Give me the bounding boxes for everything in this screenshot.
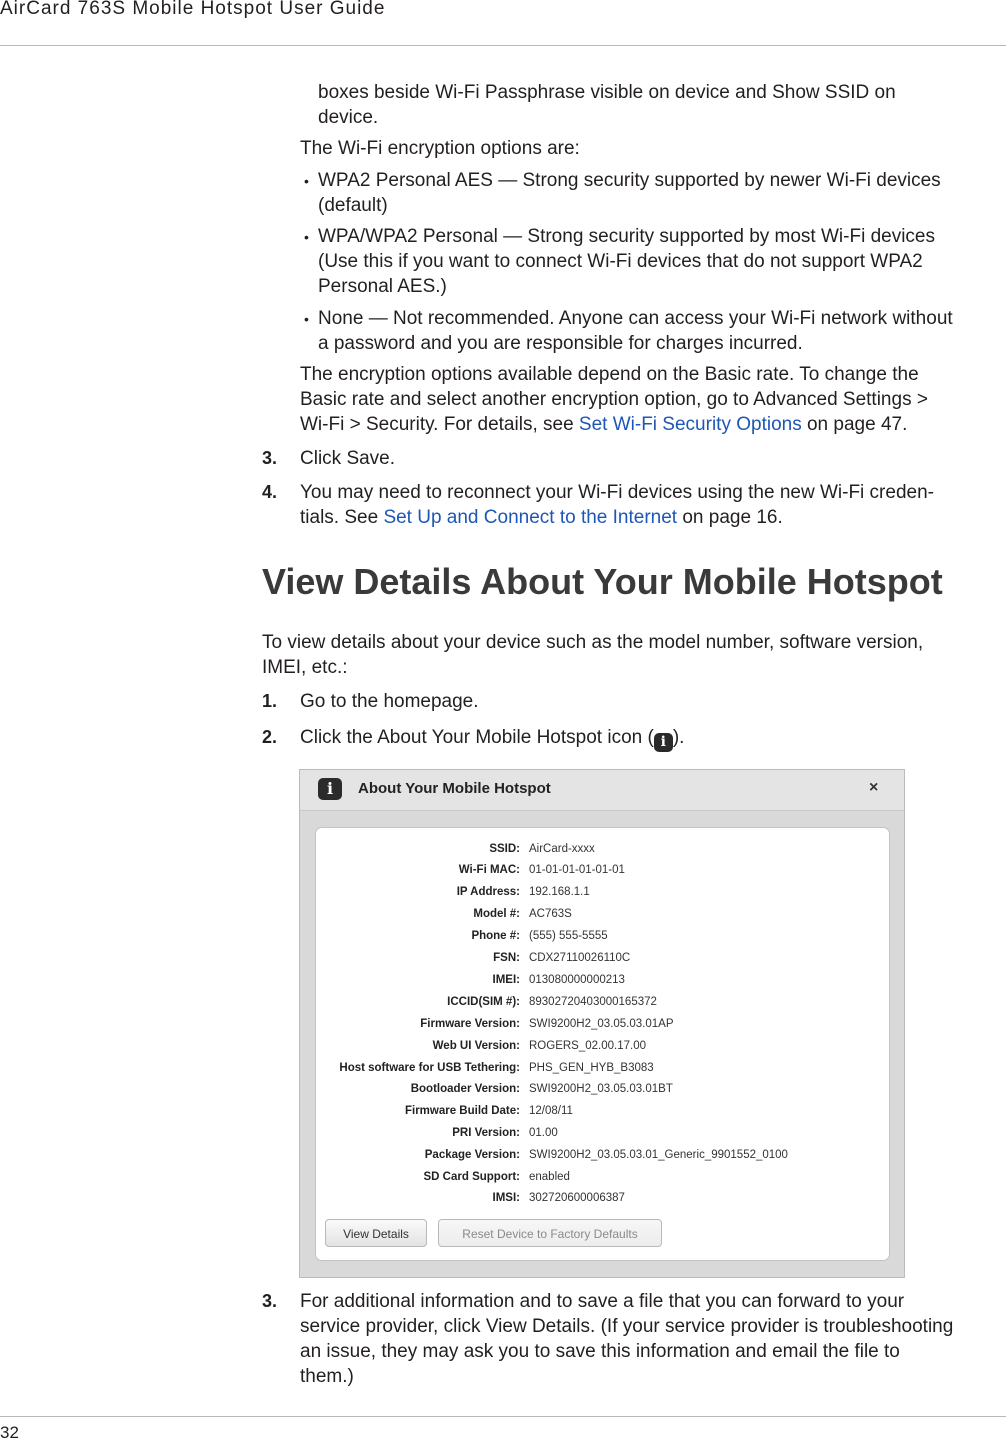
detail-value: 01.00	[529, 1127, 558, 1139]
detail-value: SWI9200H2_03.05.03.01AP	[529, 1018, 674, 1030]
page-number: 32	[0, 1423, 19, 1442]
detail-row	[316, 952, 889, 972]
detail-row	[316, 1192, 889, 1212]
continuation-line-1: boxes beside Wi-Fi Passphrase visible on device and Show SSID on	[318, 82, 896, 103]
detail-label: IP Address:	[456, 886, 520, 898]
detail-row	[316, 908, 889, 928]
info-icon: i	[318, 778, 342, 800]
detail-row	[316, 886, 889, 906]
detail-row	[316, 864, 889, 884]
detail-value: 302720600006387	[529, 1192, 625, 1204]
step-3-line-3: an issue, they may ask you to save this information and email the file to	[300, 1341, 900, 1362]
detail-value: (555) 555-5555	[529, 930, 608, 942]
step-text: tials. See	[300, 507, 384, 528]
step-1-text: Go to the homepage.	[300, 691, 479, 712]
step-4-line-1: You may need to reconnect your Wi-Fi devices using the new Wi-Fi creden-	[300, 482, 934, 503]
detail-label: Host software for USB Tethering:	[339, 1062, 520, 1074]
info-icon: i	[654, 733, 673, 752]
detail-label: Wi-Fi MAC:	[458, 864, 520, 876]
section-heading: View Details About Your Mobile Hotspot	[262, 561, 943, 602]
note-text: Wi-Fi > Security. For details, see	[300, 414, 579, 435]
detail-row	[316, 1062, 889, 1082]
detail-row	[316, 974, 889, 994]
step-number: 4.	[262, 482, 278, 502]
step-number: 3.	[262, 448, 278, 468]
detail-value: SWI9200H2_03.05.03.01_Generic_9901552_0100	[529, 1149, 788, 1161]
bullet-mark: •	[304, 311, 309, 327]
bullet-2-line-2: (Use this if you want to connect Wi-Fi devices that do not support WPA2	[318, 251, 923, 272]
detail-row	[316, 1018, 889, 1038]
detail-value: 01-01-01-01-01-01	[529, 864, 625, 876]
running-head: AirCard 763S Mobile Hotspot User Guide	[0, 0, 386, 19]
bullet-mark: •	[304, 173, 309, 189]
bullet-2-line-1: WPA/WPA2 Personal — Strong security supported by most Wi-Fi devices	[318, 226, 935, 247]
detail-label: Firmware Build Date:	[404, 1105, 520, 1117]
detail-value: 12/08/11	[529, 1105, 573, 1117]
encryption-intro: The Wi-Fi encryption options are:	[300, 138, 580, 159]
detail-label: IMSI:	[492, 1192, 520, 1204]
link-set-up-and-connect[interactable]: Set Up and Connect to the Internet	[383, 507, 678, 528]
detail-value: ROGERS_02.00.17.00	[529, 1040, 646, 1052]
header-rule	[0, 45, 1006, 46]
step-text: ).	[672, 727, 685, 748]
detail-row	[316, 1105, 889, 1125]
bullet-mark: •	[304, 229, 309, 245]
dialog-header	[300, 770, 904, 811]
detail-row	[316, 1040, 889, 1060]
close-icon[interactable]: ×	[869, 779, 879, 796]
step-3-line-4: them.)	[300, 1366, 354, 1387]
detail-row	[316, 930, 889, 950]
encryption-note-line-1: The encryption options available depend on the Basic rate. To change the	[300, 364, 919, 385]
detail-value: 013080000000213	[529, 974, 625, 986]
step-number: 2.	[262, 727, 278, 747]
step-2-text	[300, 725, 684, 752]
detail-row	[316, 1149, 889, 1169]
note-text: on page 47.	[801, 414, 908, 435]
detail-row	[316, 1171, 889, 1191]
dialog-title: About Your Mobile Hotspot	[358, 780, 551, 797]
detail-value: enabled	[529, 1171, 570, 1183]
detail-row	[316, 1127, 889, 1147]
bullet-3-line-2: a password and you are responsible for charges incurred.	[318, 333, 803, 354]
detail-value: AirCard-xxxx	[529, 843, 595, 855]
dialog-details-panel	[315, 827, 890, 1261]
detail-value: PHS_GEN_HYB_B3083	[529, 1062, 654, 1074]
detail-label: SD Card Support:	[423, 1171, 520, 1183]
detail-value: 89302720403000165372	[529, 996, 657, 1008]
encryption-note-line-2: Basic rate and select another encryption option, go to Advanced Settings >	[300, 389, 928, 410]
about-hotspot-dialog	[299, 769, 905, 1278]
detail-row	[316, 996, 889, 1016]
section-intro-line-2: IMEI, etc.:	[262, 657, 348, 678]
bullet-1-line-2: (default)	[318, 195, 388, 216]
detail-label: Web UI Version:	[432, 1040, 520, 1052]
step-text: Click the About Your Mobile Hotspot icon (	[300, 727, 654, 748]
detail-value: AC763S	[529, 908, 572, 920]
step-3-line-1: For additional information and to save a file that you can forward to your	[300, 1291, 905, 1312]
continuation-line-2: device.	[318, 107, 379, 128]
detail-label: FSN:	[493, 952, 520, 964]
detail-label: Model #:	[473, 908, 520, 920]
encryption-note-line-3	[300, 412, 907, 437]
step-number: 1.	[262, 691, 278, 711]
detail-label: Phone #:	[471, 930, 520, 942]
view-details-button[interactable]: View Details	[325, 1219, 427, 1247]
detail-label: Package Version:	[424, 1149, 520, 1161]
detail-value: SWI9200H2_03.05.03.01BT	[529, 1083, 673, 1095]
section-intro-line-1: To view details about your device such as the model number, software version,	[262, 632, 924, 653]
step-4-line-2	[300, 505, 783, 530]
detail-label: IMEI:	[492, 974, 520, 986]
bullet-1-line-1: WPA2 Personal AES — Strong security supported by newer Wi-Fi devices	[318, 170, 941, 191]
step-text: on page 16.	[677, 507, 783, 528]
detail-label: Bootloader Version:	[410, 1083, 520, 1095]
detail-row	[316, 1083, 889, 1103]
bullet-2-line-3: Personal AES.)	[318, 276, 447, 297]
detail-value: 192.168.1.1	[529, 886, 590, 898]
detail-label: SSID:	[489, 843, 520, 855]
link-set-wifi-security-options[interactable]: Set Wi-Fi Security Options	[578, 414, 802, 435]
bullet-3-line-1: None — Not recommended. Anyone can access your Wi-Fi network without	[318, 308, 953, 329]
reset-factory-defaults-button[interactable]: Reset Device to Factory Defaults	[438, 1219, 662, 1247]
step-3-text: Click Save.	[300, 448, 396, 469]
detail-row	[316, 843, 889, 863]
detail-label: Firmware Version:	[420, 1018, 520, 1030]
step-3-line-2: service provider, click View Details. (If your service provider is troubleshooting	[300, 1316, 954, 1337]
detail-label: PRI Version:	[452, 1127, 520, 1139]
footer-rule	[0, 1416, 1006, 1417]
detail-label: ICCID(SIM #):	[447, 996, 520, 1008]
detail-value: CDX27110026110C	[529, 952, 631, 964]
step-number: 3.	[262, 1291, 278, 1311]
